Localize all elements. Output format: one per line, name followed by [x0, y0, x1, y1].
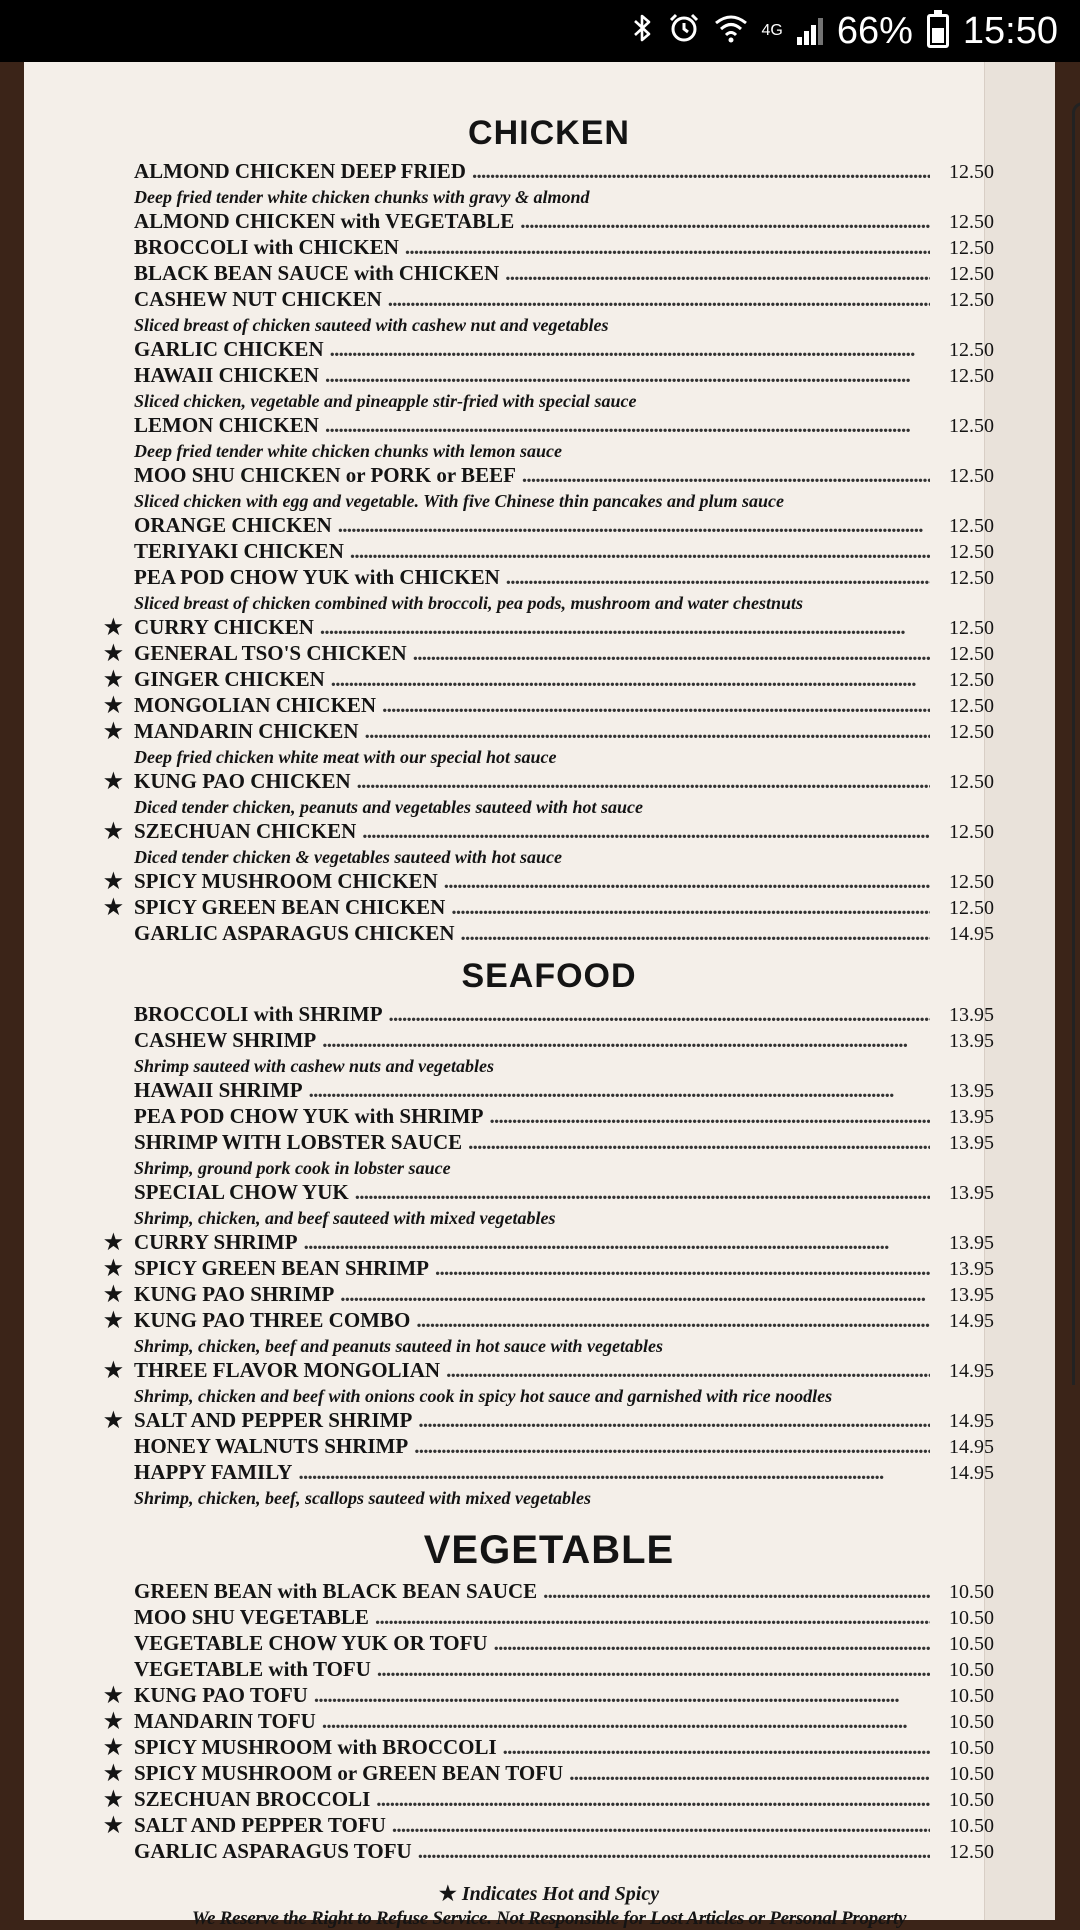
menu-item-name: GENERAL TSO'S CHICKEN: [134, 641, 407, 665]
leader-dots: [405, 235, 930, 260]
hot-spicy-star-icon: ★: [104, 895, 123, 919]
menu-item-name: ALMOND CHICKEN DEEP FRIED: [134, 159, 466, 183]
menu-item-name: KUNG PAO THREE COMBO: [134, 1308, 411, 1332]
leader-dots: [451, 895, 930, 920]
menu-item-price: 10.50: [949, 1633, 994, 1655]
menu-item-price: 12.50: [949, 721, 994, 743]
menu-item-price: 12.50: [949, 515, 994, 537]
menu-item: [104, 1002, 994, 1028]
menu-item-name: HAWAII SHRIMP: [134, 1078, 303, 1102]
menu-item-price: 12.50: [949, 263, 994, 285]
menu-item-price: 10.50: [949, 1607, 994, 1629]
leader-dots: [389, 1002, 930, 1027]
menu-item-description: Diced tender chicken, peanuts and vegetables sauteed with hot sauce: [134, 797, 643, 817]
hot-spicy-star-icon: ★: [104, 693, 123, 717]
menu-item: [104, 1104, 994, 1130]
leader-dots: [569, 1761, 930, 1786]
menu-item-price: 12.50: [949, 617, 994, 639]
menu-item: [104, 1256, 994, 1282]
menu-item: [104, 1813, 994, 1839]
menu-item-price: 13.95: [949, 1080, 994, 1102]
menu-item-name: BROCCOLI with CHICKEN: [134, 235, 399, 259]
section-title-seafood: SEAFOOD: [461, 957, 637, 995]
menu-item-price: 10.50: [949, 1685, 994, 1707]
menu-item-price: 12.50: [949, 211, 994, 233]
leader-dots: [522, 463, 930, 488]
menu-item: [104, 921, 994, 947]
footer-disclaimer: We Reserve the Right to Refuse Service. Not Responsible for Lost Articles or Personal Property: [191, 1908, 907, 1929]
menu-item: [104, 1434, 994, 1460]
section-title-vegetable: VEGETABLE: [423, 1528, 675, 1572]
menu-item-price: 14.95: [949, 1310, 994, 1332]
menu-item: [104, 1839, 994, 1865]
hot-spicy-star-icon: ★: [104, 1761, 123, 1785]
leader-dots: [376, 1787, 930, 1812]
leader-dots: [357, 769, 930, 794]
menu-item-name: SPICY MUSHROOM or GREEN BEAN TOFU: [134, 1761, 564, 1785]
menu-item: [104, 261, 994, 287]
menu-item: [104, 1709, 994, 1735]
menu-item: [104, 363, 994, 389]
leader-dots: [506, 565, 930, 590]
menu-item: [104, 1735, 994, 1761]
leader-dots: [435, 1256, 930, 1281]
menu-item-price: 14.95: [949, 1462, 994, 1484]
leader-dots: [418, 1408, 930, 1433]
menu-item-name: MOO SHU VEGETABLE: [134, 1605, 369, 1629]
menu-item-price: 12.50: [949, 695, 994, 717]
hot-spicy-star-icon: ★: [104, 1787, 123, 1811]
menu-item-name: ALMOND CHICKEN with VEGETABLE: [134, 209, 515, 233]
menu-item: [104, 641, 994, 667]
menu-item: [104, 1078, 994, 1104]
menu-item: [104, 413, 994, 439]
leader-dots: [489, 1104, 930, 1129]
menu-item: [104, 667, 994, 693]
menu-item-price: 12.50: [949, 897, 994, 919]
menu-item: [104, 693, 994, 719]
leader-dots: [325, 413, 930, 438]
menu-item-price: 12.50: [949, 1841, 994, 1863]
menu-item-description: Shrimp, chicken, beef, scallops sauteed with mixed vegetables: [134, 1488, 591, 1508]
menu-item: [104, 565, 994, 591]
legend-star-icon: ★: [438, 1883, 457, 1905]
menu-item-name: MOO SHU CHICKEN or PORK or BEEF: [134, 463, 516, 487]
leader-dots: [309, 1078, 930, 1103]
menu-item: [104, 1408, 994, 1434]
hot-spicy-star-icon: ★: [104, 641, 123, 665]
menu-item-price: 12.50: [949, 415, 994, 437]
leader-dots: [388, 287, 930, 312]
menu-item: [104, 1130, 994, 1156]
menu-item-price: 10.50: [949, 1763, 994, 1785]
page-fold: [984, 62, 1055, 1920]
hot-spicy-star-icon: ★: [104, 615, 123, 639]
menu-item-name: HONEY WALNUTS SHRIMP: [134, 1434, 409, 1458]
menu-item-price: 12.50: [949, 289, 994, 311]
leader-dots: [494, 1631, 930, 1656]
leader-dots: [468, 1130, 930, 1155]
menu-item-name: LEMON CHICKEN: [134, 413, 319, 437]
status-bar: [0, 0, 1080, 62]
menu-item-name: SPICY GREEN BEAN SHRIMP: [134, 1256, 430, 1280]
menu-item: [104, 769, 994, 795]
menu-item: [104, 615, 994, 641]
hot-spicy-star-icon: ★: [104, 1408, 123, 1432]
menu-item-price: 12.50: [949, 541, 994, 563]
leader-dots: [414, 1434, 930, 1459]
leader-dots: [365, 719, 930, 744]
menu-item-price: 10.50: [949, 1711, 994, 1733]
menu-item-description: Diced tender chicken & vegetables sauteed with hot sauce: [134, 847, 562, 867]
hot-spicy-star-icon: ★: [104, 819, 123, 843]
menu-item-name: GINGER CHICKEN: [134, 667, 325, 691]
menu-item-price: 12.50: [949, 365, 994, 387]
leader-dots: [325, 363, 930, 388]
menu-item-name: SALT AND PEPPER SHRIMP: [134, 1408, 413, 1432]
leader-dots: [416, 1308, 930, 1333]
menu-item-price: 12.50: [949, 161, 994, 183]
clock: 15:50: [962, 9, 1058, 52]
menu-item-price: 12.50: [949, 339, 994, 361]
menu-item-description: Sliced breast of chicken sauteed with cashew nut and vegetables: [134, 315, 609, 335]
menu-item-price: 12.50: [949, 669, 994, 691]
menu-item: [104, 1358, 994, 1384]
menu-item-description: Shrimp, chicken and beef with onions cook in spicy hot sauce and garnished with rice noodles: [134, 1386, 833, 1406]
menu-item-price: 12.50: [949, 567, 994, 589]
leader-dots: [503, 1735, 930, 1760]
hot-spicy-star-icon: ★: [104, 1282, 123, 1306]
hot-spicy-star-icon: ★: [104, 1735, 123, 1759]
menu-page: [24, 62, 1054, 1929]
menu-item-name: CURRY CHICKEN: [134, 615, 314, 639]
menu-item: [104, 1787, 994, 1813]
menu-item-name: GREEN BEAN with BLACK BEAN SAUCE: [134, 1579, 538, 1603]
menu-item-price: 13.95: [949, 1106, 994, 1128]
menu-item-name: PEA POD CHOW YUK with CHICKEN: [134, 565, 500, 589]
hot-spicy-star-icon: ★: [104, 769, 123, 793]
menu-item-name: MANDARIN CHICKEN: [134, 719, 359, 743]
menu-item-name: MONGOLIAN CHICKEN: [134, 693, 377, 717]
menu-item-name: HAWAII CHICKEN: [134, 363, 319, 387]
menu-item: [104, 1761, 994, 1787]
leader-dots: [543, 1579, 930, 1604]
battery-icon: [927, 14, 949, 48]
section-title-chicken: CHICKEN: [468, 114, 630, 152]
menu-item-name: SHRIMP WITH LOBSTER SAUCE: [134, 1130, 463, 1154]
leader-dots: [355, 1180, 930, 1205]
hot-spicy-star-icon: ★: [104, 869, 123, 893]
menu-item-price: 12.50: [949, 465, 994, 487]
menu-item: [104, 235, 994, 261]
hot-spicy-star-icon: ★: [104, 1683, 123, 1707]
menu-item: [104, 513, 994, 539]
menu-item-name: BLACK BEAN SAUCE with CHICKEN: [134, 261, 500, 285]
menu-item-price: 12.50: [949, 643, 994, 665]
menu-item-name: SPICY GREEN BEAN CHICKEN: [134, 895, 446, 919]
menu-item-name: SZECHUAN BROCCOLI: [134, 1787, 371, 1811]
menu-item-price: 14.95: [949, 1410, 994, 1432]
leader-dots: [382, 693, 930, 718]
menu-item: [104, 287, 994, 313]
menu-item-price: 13.95: [949, 1284, 994, 1306]
menu-item-description: Shrimp, chicken, beef and peanuts sauteed in hot sauce with vegetables: [134, 1336, 664, 1356]
leader-dots: [320, 615, 930, 640]
status-icons: [632, 8, 1059, 54]
leader-dots: [298, 1460, 930, 1485]
menu-item: [104, 337, 994, 363]
menu-item-description: Sliced breast of chicken combined with broccoli, pea pods, mushroom and water chestnuts: [134, 593, 804, 613]
menu-item-price: 13.95: [949, 1030, 994, 1052]
menu-item-name: THREE FLAVOR MONGOLIAN: [134, 1358, 441, 1382]
alarm-icon: [668, 12, 700, 50]
leader-dots: [461, 921, 931, 946]
menu-item-description: Sliced chicken, vegetable and pineapple stir-fried with special sauce: [134, 391, 637, 411]
menu-item-name: CASHEW NUT CHICKEN: [134, 287, 382, 311]
menu-item-name: KUNG PAO SHRIMP: [134, 1282, 335, 1306]
spicy-legend: [104, 1881, 994, 1906]
menu-item: [104, 209, 994, 235]
leader-dots: [304, 1230, 930, 1255]
leader-dots: [350, 539, 930, 564]
hot-spicy-star-icon: ★: [104, 1709, 123, 1733]
menu-item-price: 10.50: [949, 1789, 994, 1811]
menu-item-name: KUNG PAO CHICKEN: [134, 769, 351, 793]
menu-item-price: 13.95: [949, 1004, 994, 1026]
menu-item-name: BROCCOLI with SHRIMP: [134, 1002, 383, 1026]
leader-dots: [418, 1839, 930, 1864]
menu-item-description: Deep fried tender white chicken chunks with gravy & almond: [134, 187, 590, 207]
menu-item-price: 14.95: [949, 1436, 994, 1458]
menu-item-name: VEGETABLE with TOFU: [134, 1657, 371, 1681]
menu-item-name: VEGETABLE CHOW YUK OR TOFU: [134, 1631, 488, 1655]
leader-dots: [505, 261, 930, 286]
menu-item: [104, 1282, 994, 1308]
menu-item-description: Shrimp, chicken, and beef sauteed with mixed vegetables: [134, 1208, 556, 1228]
menu-item-price: 12.50: [949, 871, 994, 893]
menu-item-description: Deep fried tender white chicken chunks with lemon sauce: [134, 441, 563, 461]
leader-dots: [472, 159, 930, 184]
menu-item: [104, 869, 994, 895]
hot-spicy-star-icon: ★: [104, 1358, 123, 1382]
menu-item: [104, 1230, 994, 1256]
leader-dots: [314, 1683, 930, 1708]
menu-item-price: 12.50: [949, 237, 994, 259]
leader-dots: [520, 209, 930, 234]
menu-item-price: 13.95: [949, 1182, 994, 1204]
menu-item: [104, 159, 994, 185]
wifi-icon: [714, 13, 748, 49]
menu-item-name: GARLIC ASPARAGUS CHICKEN: [134, 921, 455, 945]
menu-item-name: SPECIAL CHOW YUK: [134, 1180, 349, 1204]
menu-item: [104, 1460, 994, 1486]
menu-item-name: SPICY MUSHROOM with BROCCOLI: [134, 1735, 497, 1759]
menu-item: [104, 1308, 994, 1334]
hot-spicy-star-icon: ★: [104, 1256, 123, 1280]
bluetooth-icon: [632, 13, 654, 49]
menu-item: [104, 1028, 994, 1054]
page-edge-line: [1072, 102, 1080, 1385]
menu-item-description: Sliced chicken with egg and vegetable. With five Chinese thin pancakes and plum sauce: [134, 491, 785, 511]
menu-item-name: SZECHUAN CHICKEN: [134, 819, 357, 843]
menu-item-price: 10.50: [949, 1659, 994, 1681]
network-label: 4G: [761, 22, 783, 39]
menu-item-name: GARLIC CHICKEN: [134, 337, 324, 361]
menu-item-name: KUNG PAO TOFU: [134, 1683, 308, 1707]
menu-content: [104, 104, 994, 1930]
menu-item-price: 10.50: [949, 1737, 994, 1759]
leader-dots: [444, 869, 930, 894]
menu-item: [104, 1180, 994, 1206]
battery-fill: [932, 28, 944, 43]
menu-item: [104, 719, 994, 745]
legend-text: Indicates Hot and Spicy: [461, 1883, 660, 1905]
menu-item-description: Shrimp, ground pork cook in lobster sauce: [134, 1158, 451, 1178]
leader-dots: [413, 641, 930, 666]
menu-item-name: SPICY MUSHROOM CHICKEN: [134, 869, 438, 893]
menu-item-price: 10.50: [949, 1815, 994, 1837]
leader-dots: [377, 1657, 930, 1682]
signal-icon: [797, 17, 823, 45]
leader-dots: [330, 337, 930, 362]
menu-item-name: SALT AND PEPPER TOFU: [134, 1813, 386, 1837]
menu-item-name: CURRY SHRIMP: [134, 1230, 298, 1254]
hot-spicy-star-icon: ★: [104, 719, 123, 743]
menu-item: [104, 1605, 994, 1631]
leader-dots: [322, 1709, 930, 1734]
menu-item-price: 13.95: [949, 1232, 994, 1254]
menu-item-price: 10.50: [949, 1581, 994, 1603]
menu-item-name: TERIYAKI CHICKEN: [134, 539, 344, 563]
leader-dots: [446, 1358, 930, 1383]
menu-item: [104, 463, 994, 489]
menu-item-price: 12.50: [949, 821, 994, 843]
battery-percent: 66%: [836, 9, 913, 52]
menu-item: [104, 539, 994, 565]
menu-item: [104, 1657, 994, 1683]
menu-item: [104, 1683, 994, 1709]
leader-dots: [392, 1813, 930, 1838]
leader-dots: [338, 513, 930, 538]
menu-item-price: 14.95: [949, 1360, 994, 1382]
leader-dots: [322, 1028, 930, 1053]
menu-item-name: PEA POD CHOW YUK with SHRIMP: [134, 1104, 484, 1128]
menu-item-description: Shrimp sauteed with cashew nuts and vegetables: [134, 1056, 495, 1076]
hot-spicy-star-icon: ★: [104, 1813, 123, 1837]
menu-item: [104, 1631, 994, 1657]
menu-item-name: GARLIC ASPARAGUS TOFU: [134, 1839, 412, 1863]
hot-spicy-star-icon: ★: [104, 667, 123, 691]
menu-item-price: 12.50: [949, 771, 994, 793]
menu-item-name: HAPPY FAMILY: [134, 1460, 293, 1484]
menu-item: [104, 895, 994, 921]
leader-dots: [331, 667, 930, 692]
menu-item-price: 14.95: [949, 923, 994, 945]
menu-item-name: CASHEW SHRIMP: [134, 1028, 317, 1052]
leader-dots: [340, 1282, 930, 1307]
menu-item-price: 13.95: [949, 1132, 994, 1154]
leader-dots: [362, 819, 930, 844]
menu-item-name: ORANGE CHICKEN: [134, 513, 332, 537]
hot-spicy-star-icon: ★: [104, 1230, 123, 1254]
menu-item: [104, 1579, 994, 1605]
hot-spicy-star-icon: ★: [104, 1308, 123, 1332]
leader-dots: [375, 1605, 930, 1630]
menu-item-price: 13.95: [949, 1258, 994, 1280]
menu-item-name: MANDARIN TOFU: [134, 1709, 316, 1733]
menu-item-description: Deep fried chicken white meat with our special hot sauce: [134, 747, 557, 767]
menu-item: [104, 819, 994, 845]
